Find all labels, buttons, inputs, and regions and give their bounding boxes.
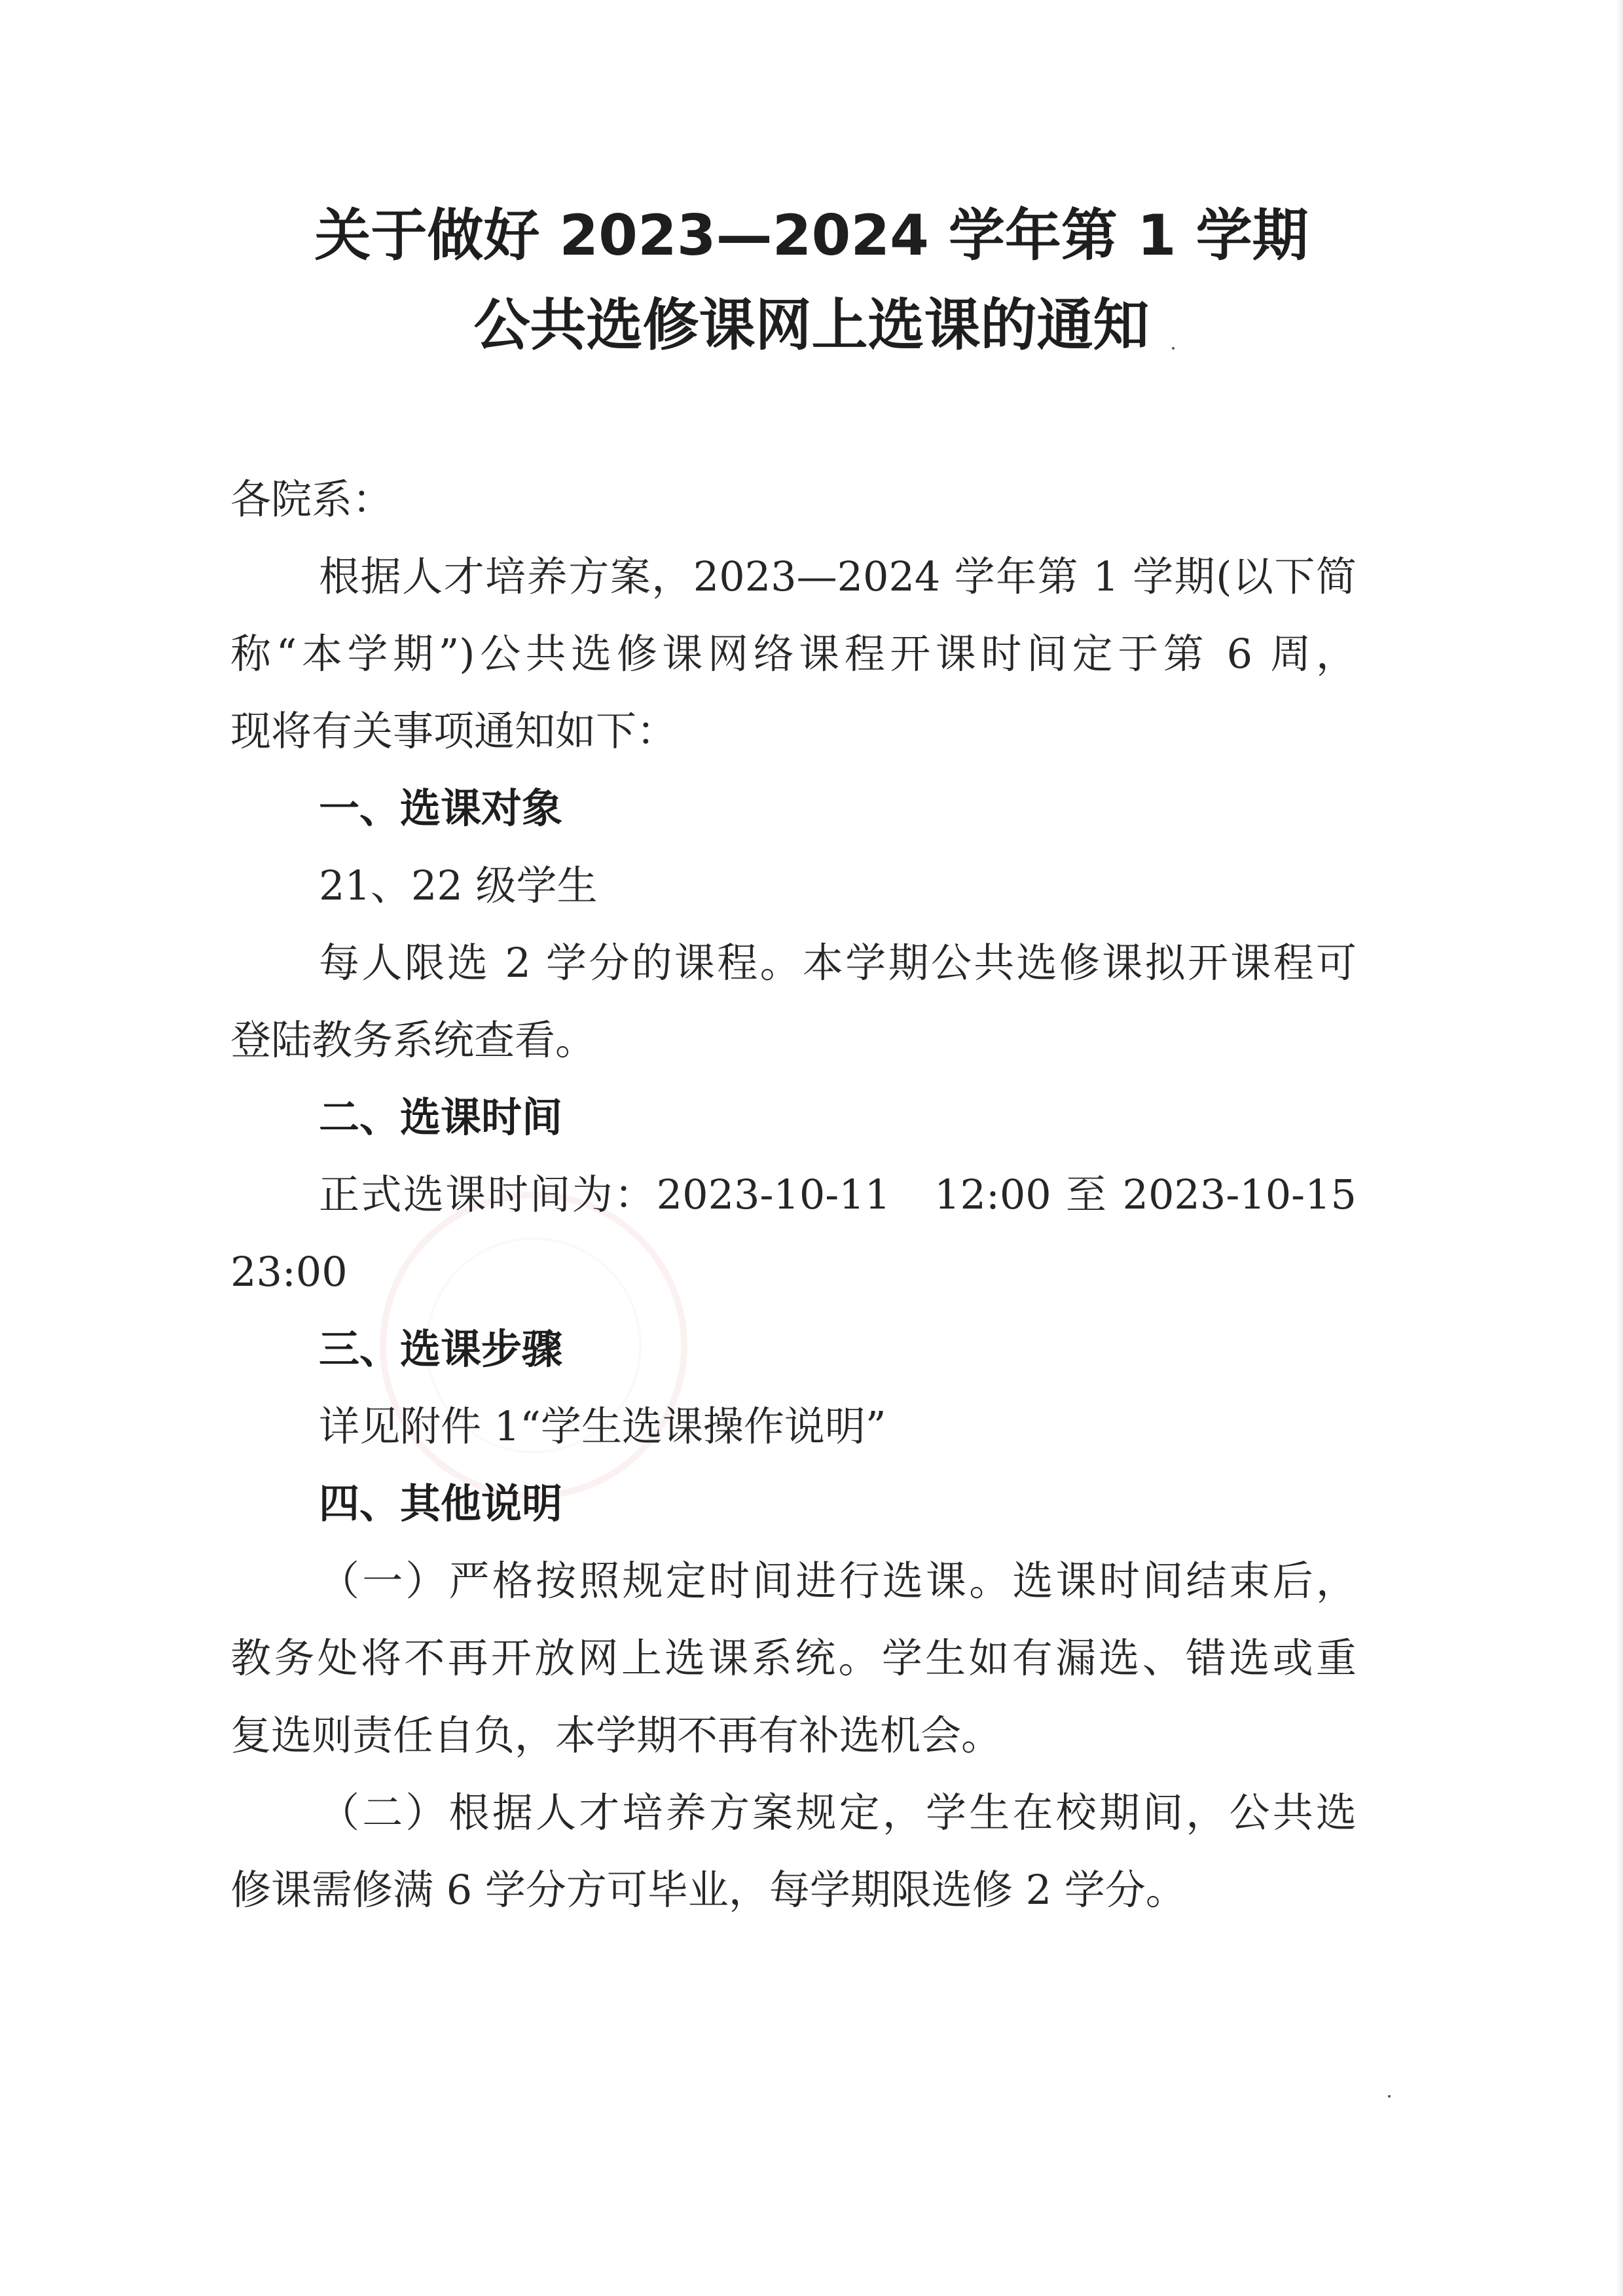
section-1-line-1: 21、22 级学生 xyxy=(319,862,598,909)
section-3-heading: 三、选课步骤 xyxy=(319,1325,563,1373)
scan-speck xyxy=(1172,347,1175,350)
salutation: 各院系： xyxy=(230,475,393,523)
document-title-line-2: 公共选修课网上选课的通知 xyxy=(473,293,1150,358)
section-2-line-1: 正式选课时间为：2023-10-11 12:00 至 2023-10-15 xyxy=(319,1171,1357,1218)
section-2-heading: 二、选课时间 xyxy=(319,1093,563,1141)
document-title-line-1: 关于做好 2023—2024 学年第 1 学期 xyxy=(314,203,1309,268)
intro-line-1: 根据人才培养方案，2023—2024 学年第 1 学期(以下简 xyxy=(319,553,1357,600)
intro-line-3: 现将有关事项通知如下： xyxy=(230,707,678,755)
section-4-line-3: 复选则责任自负，本学期不再有补选机会。 xyxy=(230,1711,1002,1759)
section-1-line-2: 每人限选 2 学分的课程。本学期公共选修课拟开课程可 xyxy=(319,939,1357,987)
scan-speck xyxy=(1388,2095,1391,2098)
section-3-line-1: 详见附件 1“学生选课操作说明” xyxy=(319,1402,886,1450)
section-1-heading: 一、选课对象 xyxy=(319,784,563,832)
section-2-line-2: 23:00 xyxy=(230,1248,348,1296)
section-4-line-5: 修课需修满 6 学分方可毕业，每学期限选修 2 学分。 xyxy=(230,1866,1186,1914)
intro-line-2: 称“本学期”)公共选修课网络课程开课时间定于第 6 周， xyxy=(230,630,1357,678)
section-4-line-4: （二）根据人才培养方案规定，学生在校期间，公共选 xyxy=(319,1789,1357,1836)
section-4-line-2: 教务处将不再开放网上选课系统。学生如有漏选、错选或重 xyxy=(230,1634,1357,1682)
section-4-heading: 四、其他说明 xyxy=(319,1480,563,1527)
section-4-line-1: （一）严格按照规定时间进行选课。选课时间结束后， xyxy=(319,1557,1357,1605)
section-1-line-3: 登陆教务系统查看。 xyxy=(230,1016,596,1064)
